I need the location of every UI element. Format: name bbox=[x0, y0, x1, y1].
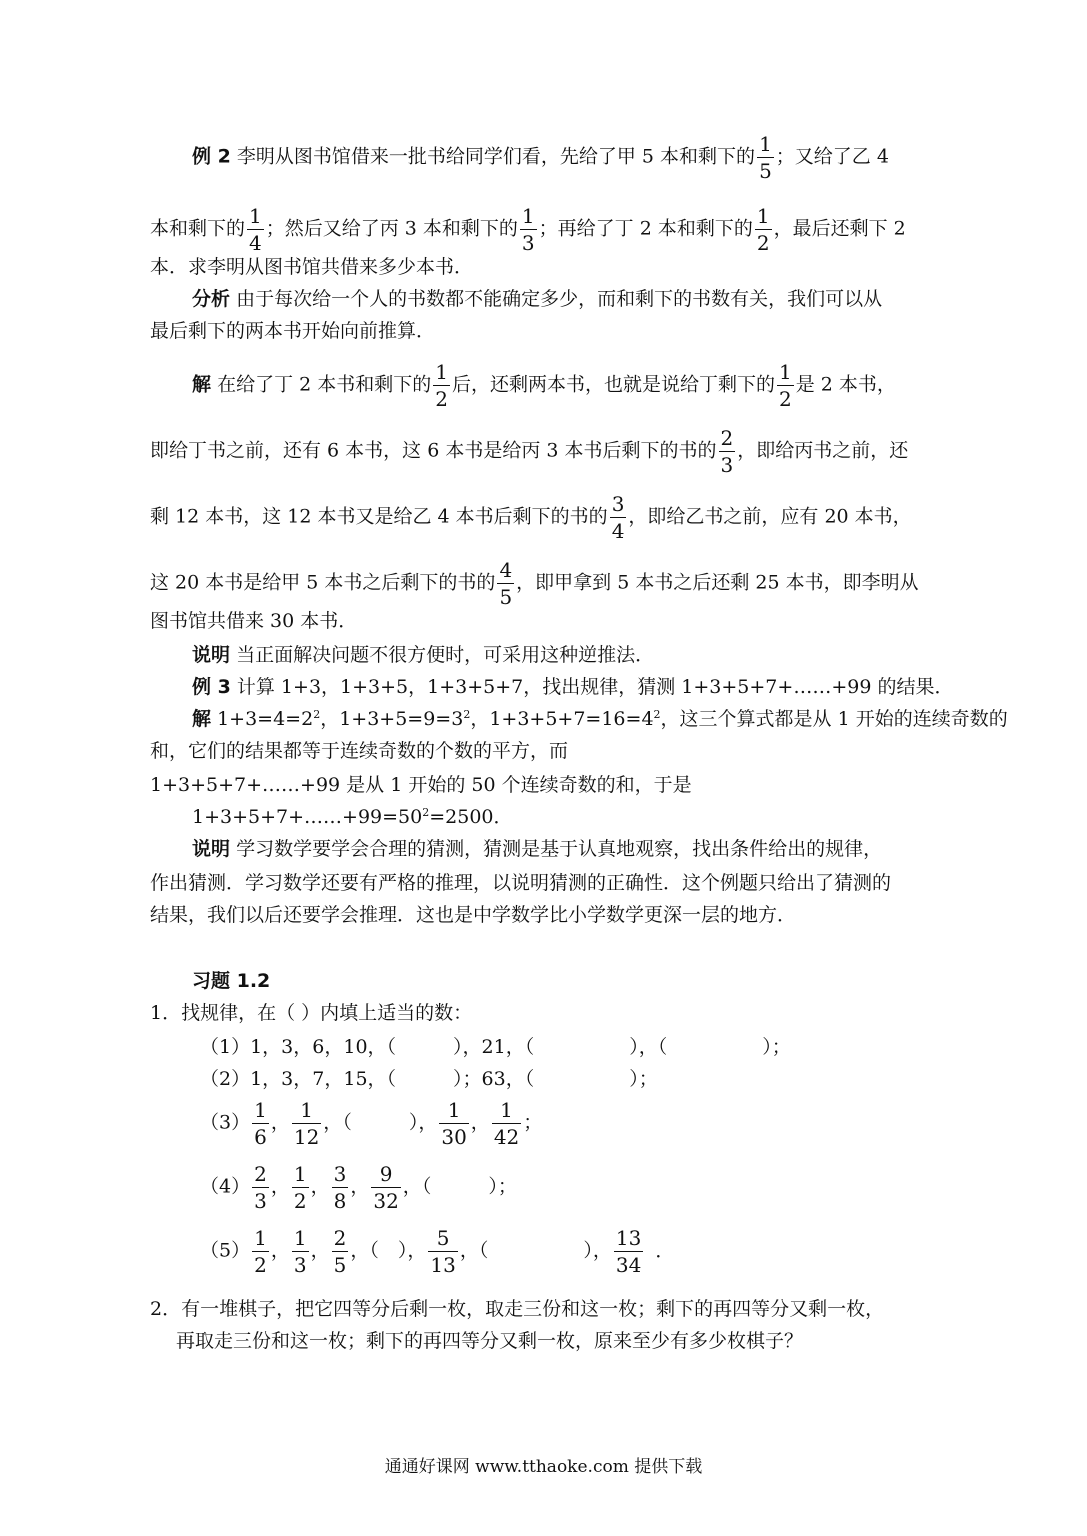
punct: ， bbox=[350, 1239, 370, 1262]
analysis-label: 分析 bbox=[192, 288, 231, 310]
solution-text: ，1+3+5=9=3 bbox=[320, 708, 464, 730]
punct: ； bbox=[523, 1111, 543, 1134]
solution-text: 1+3+5+7+……+99=50 bbox=[192, 806, 423, 828]
solution-text: ，即给乙书之前，应有 20 本书， bbox=[628, 505, 912, 528]
ex2-analysis-1 bbox=[192, 286, 882, 312]
ex2-solution-1 bbox=[192, 362, 896, 409]
exponent: 2 bbox=[653, 708, 661, 721]
punct: ； bbox=[497, 1175, 517, 1198]
fraction: $\frac{1}{12}$ bbox=[293, 1098, 320, 1149]
fraction: $\frac{2}{3}$ bbox=[720, 426, 734, 477]
ex3-solution-4 bbox=[192, 804, 513, 830]
ex2-text: 李明从图书馆借来一批书给同学们看，先给了甲 5 本和剩下的 bbox=[236, 145, 756, 168]
punct: ， bbox=[470, 1111, 490, 1134]
solution-text: =2500． bbox=[429, 806, 513, 828]
answer-blank: （ ） bbox=[478, 1239, 593, 1262]
punct: ， bbox=[310, 1175, 330, 1198]
ex2-text: 本和剩下的 bbox=[150, 217, 246, 240]
analysis-text: 由于每次给一个人的书数都不能确定多少，而和剩下的书数有关，我们可以从 bbox=[236, 288, 883, 310]
exercise-q1-part2: （2）1，3，7，15，（ ）；63，（ ）； bbox=[200, 1068, 658, 1090]
ex2-solution-3 bbox=[150, 494, 912, 541]
punct: ． bbox=[655, 1239, 675, 1262]
ex3-note-2: 作出猜测．学习数学还要有严格的推理，以说明猜测的正确性．这个例题只给出了猜测的 bbox=[150, 872, 892, 894]
solution-text: ，这三个算式都是从 1 开始的连续奇数的 bbox=[660, 708, 1008, 730]
ex3-text: 计算 1+3，1+3+5，1+3+5+7，找出规律，猜测 1+3+5+7+……+99 的结果． bbox=[236, 676, 954, 698]
fraction: $\frac{1}{2}$ bbox=[254, 1226, 267, 1277]
exercise-q1-part4 bbox=[200, 1164, 517, 1211]
answer-blank: （ ） bbox=[421, 1175, 498, 1198]
exercise-q1: 1．找规律，在（ ）内填上适当的数： bbox=[150, 1002, 473, 1024]
fraction: $\frac{3}{8}$ bbox=[333, 1162, 347, 1213]
solution-text: 即给丁书之前，还有 6 本书，这 6 本书是给丙 3 本书后剩下的书的 bbox=[150, 439, 717, 462]
exercise-title bbox=[192, 968, 270, 994]
note-text: 学习数学要学会合理的猜测，猜测是基于认真地观察，找出条件给出的规律， bbox=[236, 838, 883, 860]
fraction: $\frac{1}{42}$ bbox=[493, 1098, 520, 1149]
punct: ， bbox=[459, 1239, 479, 1262]
ex2-text: ；又给了乙 4 bbox=[775, 145, 889, 168]
fraction: $\frac{1}{3}$ bbox=[521, 204, 535, 255]
exponent: 2 bbox=[422, 806, 430, 819]
solution-text: ，1+3+5+7=16=4 bbox=[470, 708, 654, 730]
fraction: $\frac{1}{3}$ bbox=[293, 1226, 307, 1277]
punct: ， bbox=[270, 1239, 290, 1262]
punct: ， bbox=[270, 1111, 290, 1134]
solution-text: 在给了丁 2 本书和剩下的 bbox=[217, 373, 432, 396]
ex2-solution-4 bbox=[150, 560, 919, 607]
ex3-note-1 bbox=[192, 836, 882, 862]
ex2-text: ；然后又给了丙 3 本和剩下的 bbox=[265, 217, 518, 240]
answer-blank: （ ） bbox=[369, 1239, 408, 1262]
fraction: $\frac{1}{30}$ bbox=[441, 1098, 467, 1149]
note-text: 当正面解决问题不很方便时，可采用这种逆推法． bbox=[236, 644, 655, 666]
fraction: $\frac{1}{5}$ bbox=[759, 132, 772, 183]
solution-label: 解 bbox=[192, 708, 212, 730]
punct: ， bbox=[418, 1111, 438, 1134]
punct: ， bbox=[350, 1175, 370, 1198]
exercise-q1-part5 bbox=[200, 1228, 674, 1275]
ex2-line-3: 本．求李明从图书馆共借来多少本书． bbox=[150, 256, 474, 278]
fraction: $\frac{2}{5}$ bbox=[333, 1226, 347, 1277]
fraction: $\frac{2}{3}$ bbox=[254, 1162, 267, 1213]
solution-text: ，即甲拿到 5 本书之后还剩 25 本书，即李明从 bbox=[516, 571, 919, 594]
ex3-question bbox=[192, 674, 953, 700]
fraction: $\frac{5}{13}$ bbox=[430, 1226, 456, 1277]
solution-text: 这 20 本书是给甲 5 本书之后剩下的书的 bbox=[150, 571, 496, 594]
exercise-q1-part1: （1）1，3，6，10，（ ），21，（ ），（ ）； bbox=[200, 1036, 791, 1058]
ex3-label: 例 3 bbox=[192, 676, 231, 698]
fraction: $\frac{1}{2}$ bbox=[756, 204, 770, 255]
ex2-text: ；再给了丁 2 本和剩下的 bbox=[538, 217, 753, 240]
fraction: $\frac{1}{2}$ bbox=[293, 1162, 307, 1213]
exercise-q1-part3 bbox=[200, 1100, 542, 1147]
note-label: 说明 bbox=[192, 644, 231, 666]
part-label: （3） bbox=[200, 1111, 251, 1134]
ex3-solution-2: 和，它们的结果都等于连续奇数的个数的平方，而 bbox=[150, 740, 569, 762]
solution-text: 是 2 本书， bbox=[795, 373, 896, 396]
exercise-q2-line-2: 再取走三份和这一枚；剩下的再四等分又剩一枚，原来至少有多少枚棋子？ bbox=[176, 1330, 804, 1352]
fraction: $\frac{1}{2}$ bbox=[435, 360, 448, 411]
exercise-q2-line-1: 2．有一堆棋子，把它四等分后剩一枚，取走三份和这一枚；剩下的再四等分又剩一枚， bbox=[150, 1298, 885, 1320]
fraction: $\frac{3}{4}$ bbox=[611, 492, 625, 543]
ex2-solution-5: 图书馆共借来 30 本书． bbox=[150, 610, 358, 632]
page-footer: 通通好课网 www.tthaoke.com 提供下载 bbox=[384, 1457, 703, 1477]
ex2-line-1 bbox=[192, 134, 889, 181]
punct: ， bbox=[402, 1175, 422, 1198]
part-label: （5） bbox=[200, 1239, 251, 1262]
answer-blank: （ ） bbox=[342, 1111, 419, 1134]
solution-text: ，即给丙书之前，还 bbox=[737, 439, 909, 462]
ex3-note-3: 结果，我们以后还要学会推理．这也是中学数学比小学数学更深一层的地方． bbox=[150, 904, 797, 926]
fraction: $\frac{9}{32}$ bbox=[373, 1162, 399, 1213]
note-label: 说明 bbox=[192, 838, 231, 860]
ex2-analysis-2: 最后剩下的两本书开始向前推算． bbox=[150, 320, 436, 342]
solution-text: 1+3=4=2 bbox=[217, 708, 314, 730]
exercise-title-text: 习题 1.2 bbox=[192, 970, 271, 992]
ex3-solution-3: 1+3+5+7+……+99 是从 1 开始的 50 个连续奇数的和，于是 bbox=[150, 774, 692, 796]
punct: ， bbox=[310, 1239, 330, 1262]
ex2-line-2 bbox=[150, 206, 906, 253]
punct: ， bbox=[323, 1111, 343, 1134]
punct: ， bbox=[270, 1175, 290, 1198]
solution-text: 后，还剩两本书，也就是说给丁剩下的 bbox=[451, 373, 775, 396]
fraction: $\frac{1}{6}$ bbox=[254, 1098, 267, 1149]
punct: ， bbox=[592, 1239, 612, 1262]
ex2-label: 例 2 bbox=[192, 145, 231, 168]
ex2-solution-2 bbox=[150, 428, 908, 475]
ex2-text: ，最后还剩下 2 bbox=[773, 217, 906, 240]
exponent: 2 bbox=[463, 708, 471, 721]
part-label: （4） bbox=[200, 1175, 251, 1198]
fraction: $\frac{1}{2}$ bbox=[778, 360, 792, 411]
ex3-solution-1 bbox=[192, 706, 1008, 732]
fraction: $\frac{13}{34}$ bbox=[615, 1226, 642, 1277]
exponent: 2 bbox=[313, 708, 321, 721]
solution-text: 剩 12 本书，这 12 本书又是给乙 4 本书后剩下的书的 bbox=[150, 505, 608, 528]
ex2-note bbox=[192, 642, 654, 668]
punct: ， bbox=[407, 1239, 427, 1262]
fraction: $\frac{1}{4}$ bbox=[249, 204, 262, 255]
fraction: $\frac{4}{5}$ bbox=[499, 558, 513, 609]
solution-label: 解 bbox=[192, 373, 212, 396]
